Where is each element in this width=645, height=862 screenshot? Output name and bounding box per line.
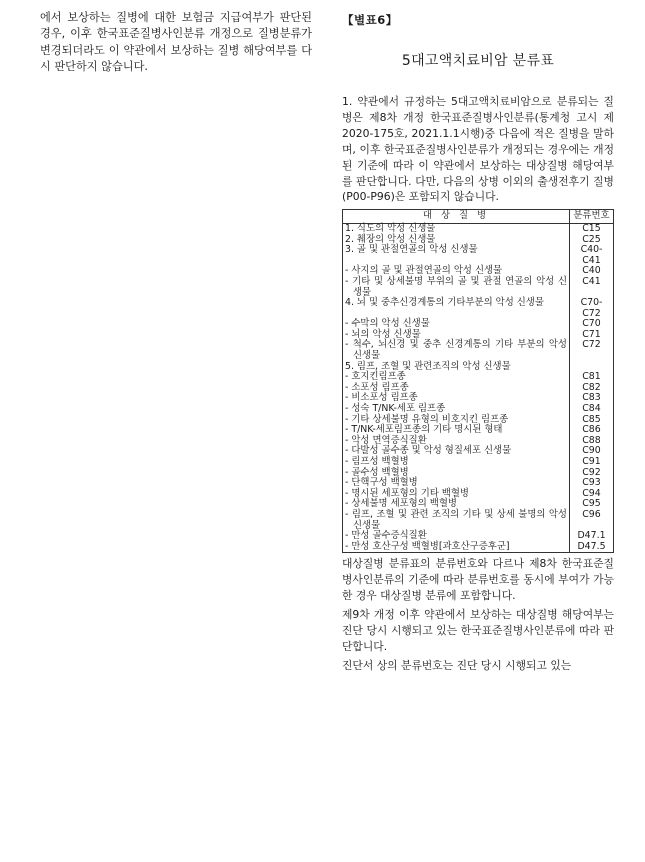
header-classification-code: 분류번호 xyxy=(570,210,614,224)
table-row xyxy=(343,223,614,234)
classification-code-cell: C92 xyxy=(570,468,614,479)
note-paragraph: 진단서 상의 분류번호는 진단 당시 시행되고 있는 xyxy=(342,658,572,672)
disease-name-cell: - 만성 골수증식질환 xyxy=(343,531,570,542)
disease-classification-table xyxy=(342,209,614,553)
table-row xyxy=(343,245,614,266)
disease-name-cell: - 단핵구성 백혈병 xyxy=(343,478,570,489)
classification-code-cell: C95 xyxy=(570,499,614,510)
classification-code-cell: D47.5 xyxy=(570,542,614,553)
classification-code-cell: C91 xyxy=(570,457,614,468)
header-disease-name: 대 상 질 병 xyxy=(343,210,570,224)
disease-name-cell: - 사지의 골 및 관절연골의 악성 신생물 xyxy=(343,266,570,277)
disease-name-cell: - 수막의 악성 신생물 xyxy=(343,319,570,330)
classification-code-cell: C41 xyxy=(570,277,614,298)
disease-name-cell: 1. 식도의 악성 신생물 xyxy=(343,223,570,234)
table-row xyxy=(343,277,614,298)
disease-name-cell: 2. 췌장의 악성 신생물 xyxy=(343,235,570,246)
classification-code-cell: C96 xyxy=(570,510,614,531)
classification-code-cell: C86 xyxy=(570,425,614,436)
disease-name-cell: - 상세불명 세포형의 백혈병 xyxy=(343,499,570,510)
disease-name-cell: - 뇌의 악성 신생물 xyxy=(343,330,570,341)
table-row xyxy=(343,298,614,319)
table-row xyxy=(343,542,614,553)
table-row xyxy=(343,457,614,468)
table-row xyxy=(343,510,614,531)
classification-code-cell: C70-C72 xyxy=(570,298,614,319)
after-table-notes xyxy=(342,556,614,673)
classification-code-cell: C40 xyxy=(570,266,614,277)
right-column xyxy=(342,10,614,674)
page-title: 5대고액치료비암 분류표 xyxy=(401,53,555,69)
note-paragraph: 대상질병 분류표의 분류번호와 다르나 제8차 한국표준질병사인분류의 기준에 따라 분류번호를 동시에 부여가 가능한 경우 대상질병 분류에 포함합니다. xyxy=(342,557,614,603)
left-column xyxy=(40,10,312,75)
classification-code-cell: C81 xyxy=(570,372,614,383)
classification-code-cell: C15 xyxy=(570,223,614,234)
classification-code-cell: D47.1 xyxy=(570,531,614,542)
classification-code-cell: C83 xyxy=(570,393,614,404)
disease-name-cell: - 림프성 백혈병 xyxy=(343,457,570,468)
classification-code-cell: C84 xyxy=(570,404,614,415)
disease-name-cell: - 만성 호산구성 백혈병[과호산구증후군] xyxy=(343,542,570,553)
disease-name-cell: 5. 림프, 조혈 및 관련조직의 악성 신생물 xyxy=(343,362,570,373)
disease-name-cell: - 호지킨림프종 xyxy=(343,372,570,383)
classification-code-cell: C72 xyxy=(570,340,614,361)
classification-code-cell: C88 xyxy=(570,436,614,447)
annex-label: 【별표6】 xyxy=(342,13,398,27)
classification-code-cell: C70 xyxy=(570,319,614,330)
classification-code-cell: C94 xyxy=(570,489,614,500)
intro-paragraph: 1. 약관에서 규정하는 5대고액치료비암으로 분류되는 질병은 제8차 개정 한국표준질병사인분류(통계청 고시 제2020-175호, 2021.1.1시행)중 다음에 적은 질병을 말하며, 이후 한국표준질병사인분류가 개정되는 경우에는 개정된 기준에 따라 이 약관에서 보상하는 대상질병 해당여부를 판단합니다. 다만, 다음의 상병 이외의 출생전후기 질병(P00-P96)은 포함되지 않습니다. xyxy=(342,95,614,204)
note-paragraph: 제9차 개정 이후 약관에서 보상하는 대상질병 해당여부는 진단 당시 시행되고 있는 한국표준질병사인분류에 따라 판단합니다. xyxy=(342,608,614,653)
table-row xyxy=(343,340,614,361)
classification-code-cell: C25 xyxy=(570,235,614,246)
disease-name-cell: 3. 골 및 관절연골의 악성 신생물 xyxy=(343,245,570,266)
disease-name-cell: - 악성 면역증식질환 xyxy=(343,436,570,447)
classification-code-cell: C71 xyxy=(570,330,614,341)
disease-name-cell: - 림프, 조혈 및 관련 조직의 기타 및 상세 불명의 악성 신생물 xyxy=(343,510,570,531)
classification-code-cell: C85 xyxy=(570,415,614,426)
disease-name-cell: - 기타 및 상세불명 부위의 골 및 관절 연골의 악성 신생물 xyxy=(343,277,570,298)
classification-code-cell: C90 xyxy=(570,446,614,457)
disease-name-cell: - 척수, 뇌신경 및 중추 신경계통의 기타 부분의 악성 신생물 xyxy=(343,340,570,361)
disease-name-cell: 4. 뇌 및 중추신경계통의 기타부분의 악성 신생물 xyxy=(343,298,570,319)
disease-name-cell: - 기타 상세불명 유형의 비호지킨 림프종 xyxy=(343,415,570,426)
disease-name-cell: - 비소포성 림프종 xyxy=(343,393,570,404)
table-header-row xyxy=(343,210,614,224)
disease-name-cell: - 다발성 골수종 및 악성 형질세포 신생물 xyxy=(343,446,570,457)
classification-code-cell: C82 xyxy=(570,383,614,394)
left-paragraph: 에서 보상하는 질병에 대한 보험금 지급여부가 판단된 경우, 이후 한국표준질병사인분류 개정으로 질병분류가 변경되더라도 이 약관에서 보상하는 질병 해당여부를 다시 판단하지 않습니다. xyxy=(40,11,312,73)
classification-code-cell: C93 xyxy=(570,478,614,489)
disease-name-cell: - T/NK-세포림프종의 기타 명시된 형태 xyxy=(343,425,570,436)
disease-name-cell: - 명시된 세포형의 기타 백혈병 xyxy=(343,489,570,500)
disease-name-cell: - 골수성 백혈병 xyxy=(343,468,570,479)
disease-name-cell: - 소포성 림프종 xyxy=(343,383,570,394)
disease-name-cell: - 성숙 T/NK-세포 림프종 xyxy=(343,404,570,415)
classification-code-cell: C40-C41 xyxy=(570,245,614,266)
table-body xyxy=(343,223,614,552)
